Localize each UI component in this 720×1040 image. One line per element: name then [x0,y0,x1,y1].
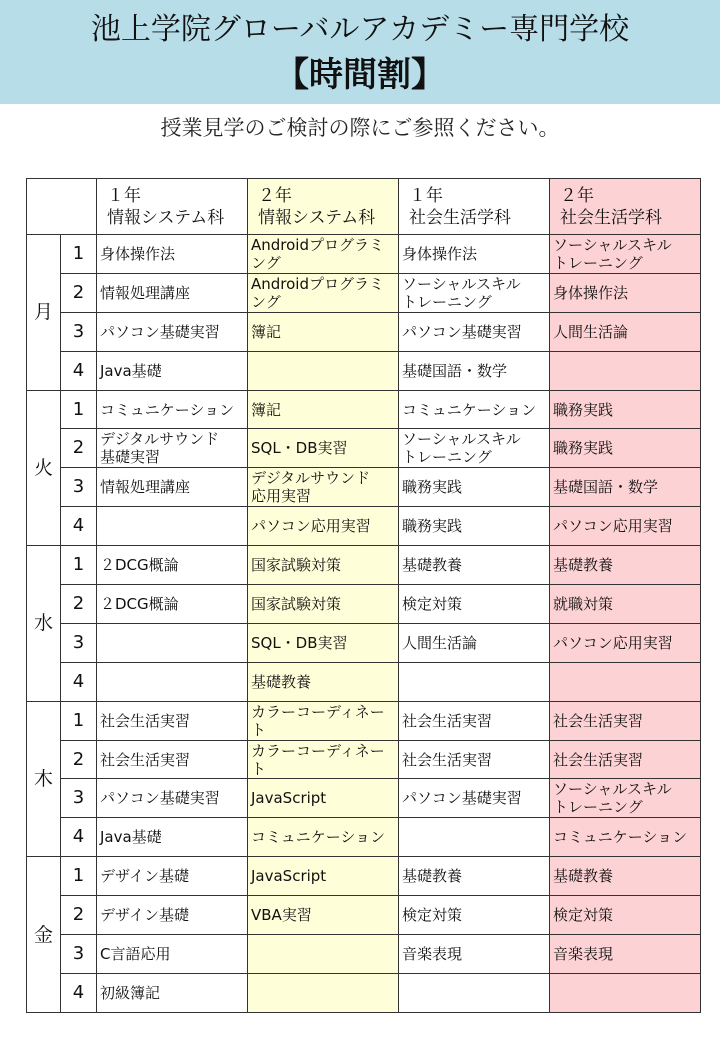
period-number: 3 [61,468,97,507]
period-number: 4 [61,818,97,857]
period-number: 4 [61,662,97,701]
table-row [27,312,701,351]
timetable [26,178,701,1013]
course-cell: ソーシャルスキル トレーニング [399,429,550,468]
day-label: 水 [27,546,61,702]
course-cell: デザイン基礎 [97,857,248,896]
table-row [27,468,701,507]
course-cell: JavaScript [248,779,399,818]
course-cell: VBA実習 [248,896,399,935]
course-cell: Androidプログラミング [248,273,399,312]
period-number: 3 [61,779,97,818]
table-row [27,623,701,662]
course-cell: SQL・DB実習 [248,623,399,662]
subtitle: 授業見学のご検討の際にご参照ください。 [160,116,560,140]
course-cell: 社会生活実習 [97,701,248,740]
course-cell [399,662,550,701]
period-number: 1 [61,857,97,896]
period-number: 1 [61,701,97,740]
period-number: 2 [61,896,97,935]
page-title: 【時間割】 [275,55,445,95]
column-header: ２年 社会生活学科 [550,179,701,235]
course-cell: 情報処理講座 [97,468,248,507]
course-cell: コミュニケーション [248,818,399,857]
course-cell [97,662,248,701]
course-cell: 職務実践 [550,429,701,468]
course-cell: デジタルサウンド 応用実習 [248,468,399,507]
course-cell: 国家試験対策 [248,546,399,585]
course-cell: 身体操作法 [550,273,701,312]
column-header: １年 社会生活学科 [399,179,550,235]
course-cell: デザイン基礎 [97,896,248,935]
course-cell: コミュニケーション [399,390,550,429]
day-label: 火 [27,390,61,546]
table-row [27,857,701,896]
table-row [27,273,701,312]
table-row [27,779,701,818]
period-number: 1 [61,235,97,274]
course-cell: 人間生活論 [550,312,701,351]
course-cell: 職務実践 [399,507,550,546]
period-number: 2 [61,429,97,468]
course-cell: ２DCG概論 [97,546,248,585]
course-cell: 職務実践 [550,390,701,429]
course-cell: 初級簿記 [97,973,248,1012]
course-cell: 基礎教養 [248,662,399,701]
course-cell [248,351,399,390]
header-row [27,179,701,235]
course-cell: 基礎教養 [550,546,701,585]
course-cell: 社会生活実習 [550,740,701,779]
course-cell: デジタルサウンド 基礎実習 [97,429,248,468]
course-cell: 職務実践 [399,468,550,507]
course-cell: 簿記 [248,390,399,429]
course-cell: 情報処理講座 [97,273,248,312]
course-cell: JavaScript [248,857,399,896]
period-number: 3 [61,312,97,351]
course-cell: パソコン基礎実習 [97,779,248,818]
course-cell [399,818,550,857]
table-row [27,235,701,274]
table-row [27,662,701,701]
course-cell: パソコン応用実習 [550,623,701,662]
day-label: 木 [27,701,61,857]
course-cell: ソーシャルスキル トレーニング [550,779,701,818]
course-cell: パソコン応用実習 [248,507,399,546]
course-cell [550,973,701,1012]
course-cell: C言語応用 [97,935,248,974]
course-cell: パソコン基礎実習 [97,312,248,351]
course-cell: 検定対策 [399,585,550,624]
course-cell: 基礎国語・数学 [399,351,550,390]
school-name: 池上学院グローバルアカデミー専門学校 [90,12,630,47]
title-banner [0,0,720,104]
course-cell [550,351,701,390]
course-cell: 簿記 [248,312,399,351]
period-number: 3 [61,935,97,974]
course-cell: 基礎国語・数学 [550,468,701,507]
course-cell: コミュニケーション [97,390,248,429]
course-cell: 音楽表現 [399,935,550,974]
course-cell: 基礎教養 [399,857,550,896]
table-row [27,546,701,585]
table-row [27,585,701,624]
course-cell: パソコン基礎実習 [399,779,550,818]
course-cell: ２DCG概論 [97,585,248,624]
course-cell: カラーコーディネート [248,701,399,740]
course-cell: 身体操作法 [399,235,550,274]
course-cell: 身体操作法 [97,235,248,274]
course-cell: パソコン応用実習 [550,507,701,546]
course-cell: Java基礎 [97,351,248,390]
period-number: 4 [61,507,97,546]
course-cell: Java基礎 [97,818,248,857]
course-cell: 就職対策 [550,585,701,624]
table-row [27,818,701,857]
period-number: 2 [61,740,97,779]
course-cell [399,973,550,1012]
course-cell: 社会生活実習 [550,701,701,740]
table-row [27,740,701,779]
course-cell [97,507,248,546]
table-row [27,351,701,390]
course-cell: ソーシャルスキル トレーニング [550,235,701,274]
course-cell: 社会生活実習 [399,701,550,740]
course-cell: パソコン基礎実習 [399,312,550,351]
course-cell: SQL・DB実習 [248,429,399,468]
period-number: 4 [61,351,97,390]
day-label: 月 [27,235,61,391]
column-header: ２年 情報システム科 [248,179,399,235]
corner-cell [27,179,97,235]
table-row [27,701,701,740]
period-number: 2 [61,585,97,624]
course-cell: 基礎教養 [550,857,701,896]
table-row [27,896,701,935]
course-cell: コミュニケーション [550,818,701,857]
course-cell: カラーコーディネート [248,740,399,779]
period-number: 1 [61,546,97,585]
period-number: 1 [61,390,97,429]
table-row [27,973,701,1012]
course-cell: 検定対策 [399,896,550,935]
course-cell: 国家試験対策 [248,585,399,624]
column-header: １年 情報システム科 [97,179,248,235]
course-cell: 音楽表現 [550,935,701,974]
table-row [27,429,701,468]
period-number: 2 [61,273,97,312]
course-cell: 検定対策 [550,896,701,935]
course-cell [550,662,701,701]
course-cell [248,973,399,1012]
course-cell [248,935,399,974]
course-cell: 社会生活実習 [97,740,248,779]
table-row [27,507,701,546]
day-label: 金 [27,857,61,1013]
course-cell [97,623,248,662]
course-cell: ソーシャルスキル トレーニング [399,273,550,312]
course-cell: Androidプログラミング [248,235,399,274]
course-cell: 人間生活論 [399,623,550,662]
course-cell: 社会生活実習 [399,740,550,779]
period-number: 4 [61,973,97,1012]
table-row [27,935,701,974]
period-number: 3 [61,623,97,662]
table-row [27,390,701,429]
course-cell: 基礎教養 [399,546,550,585]
